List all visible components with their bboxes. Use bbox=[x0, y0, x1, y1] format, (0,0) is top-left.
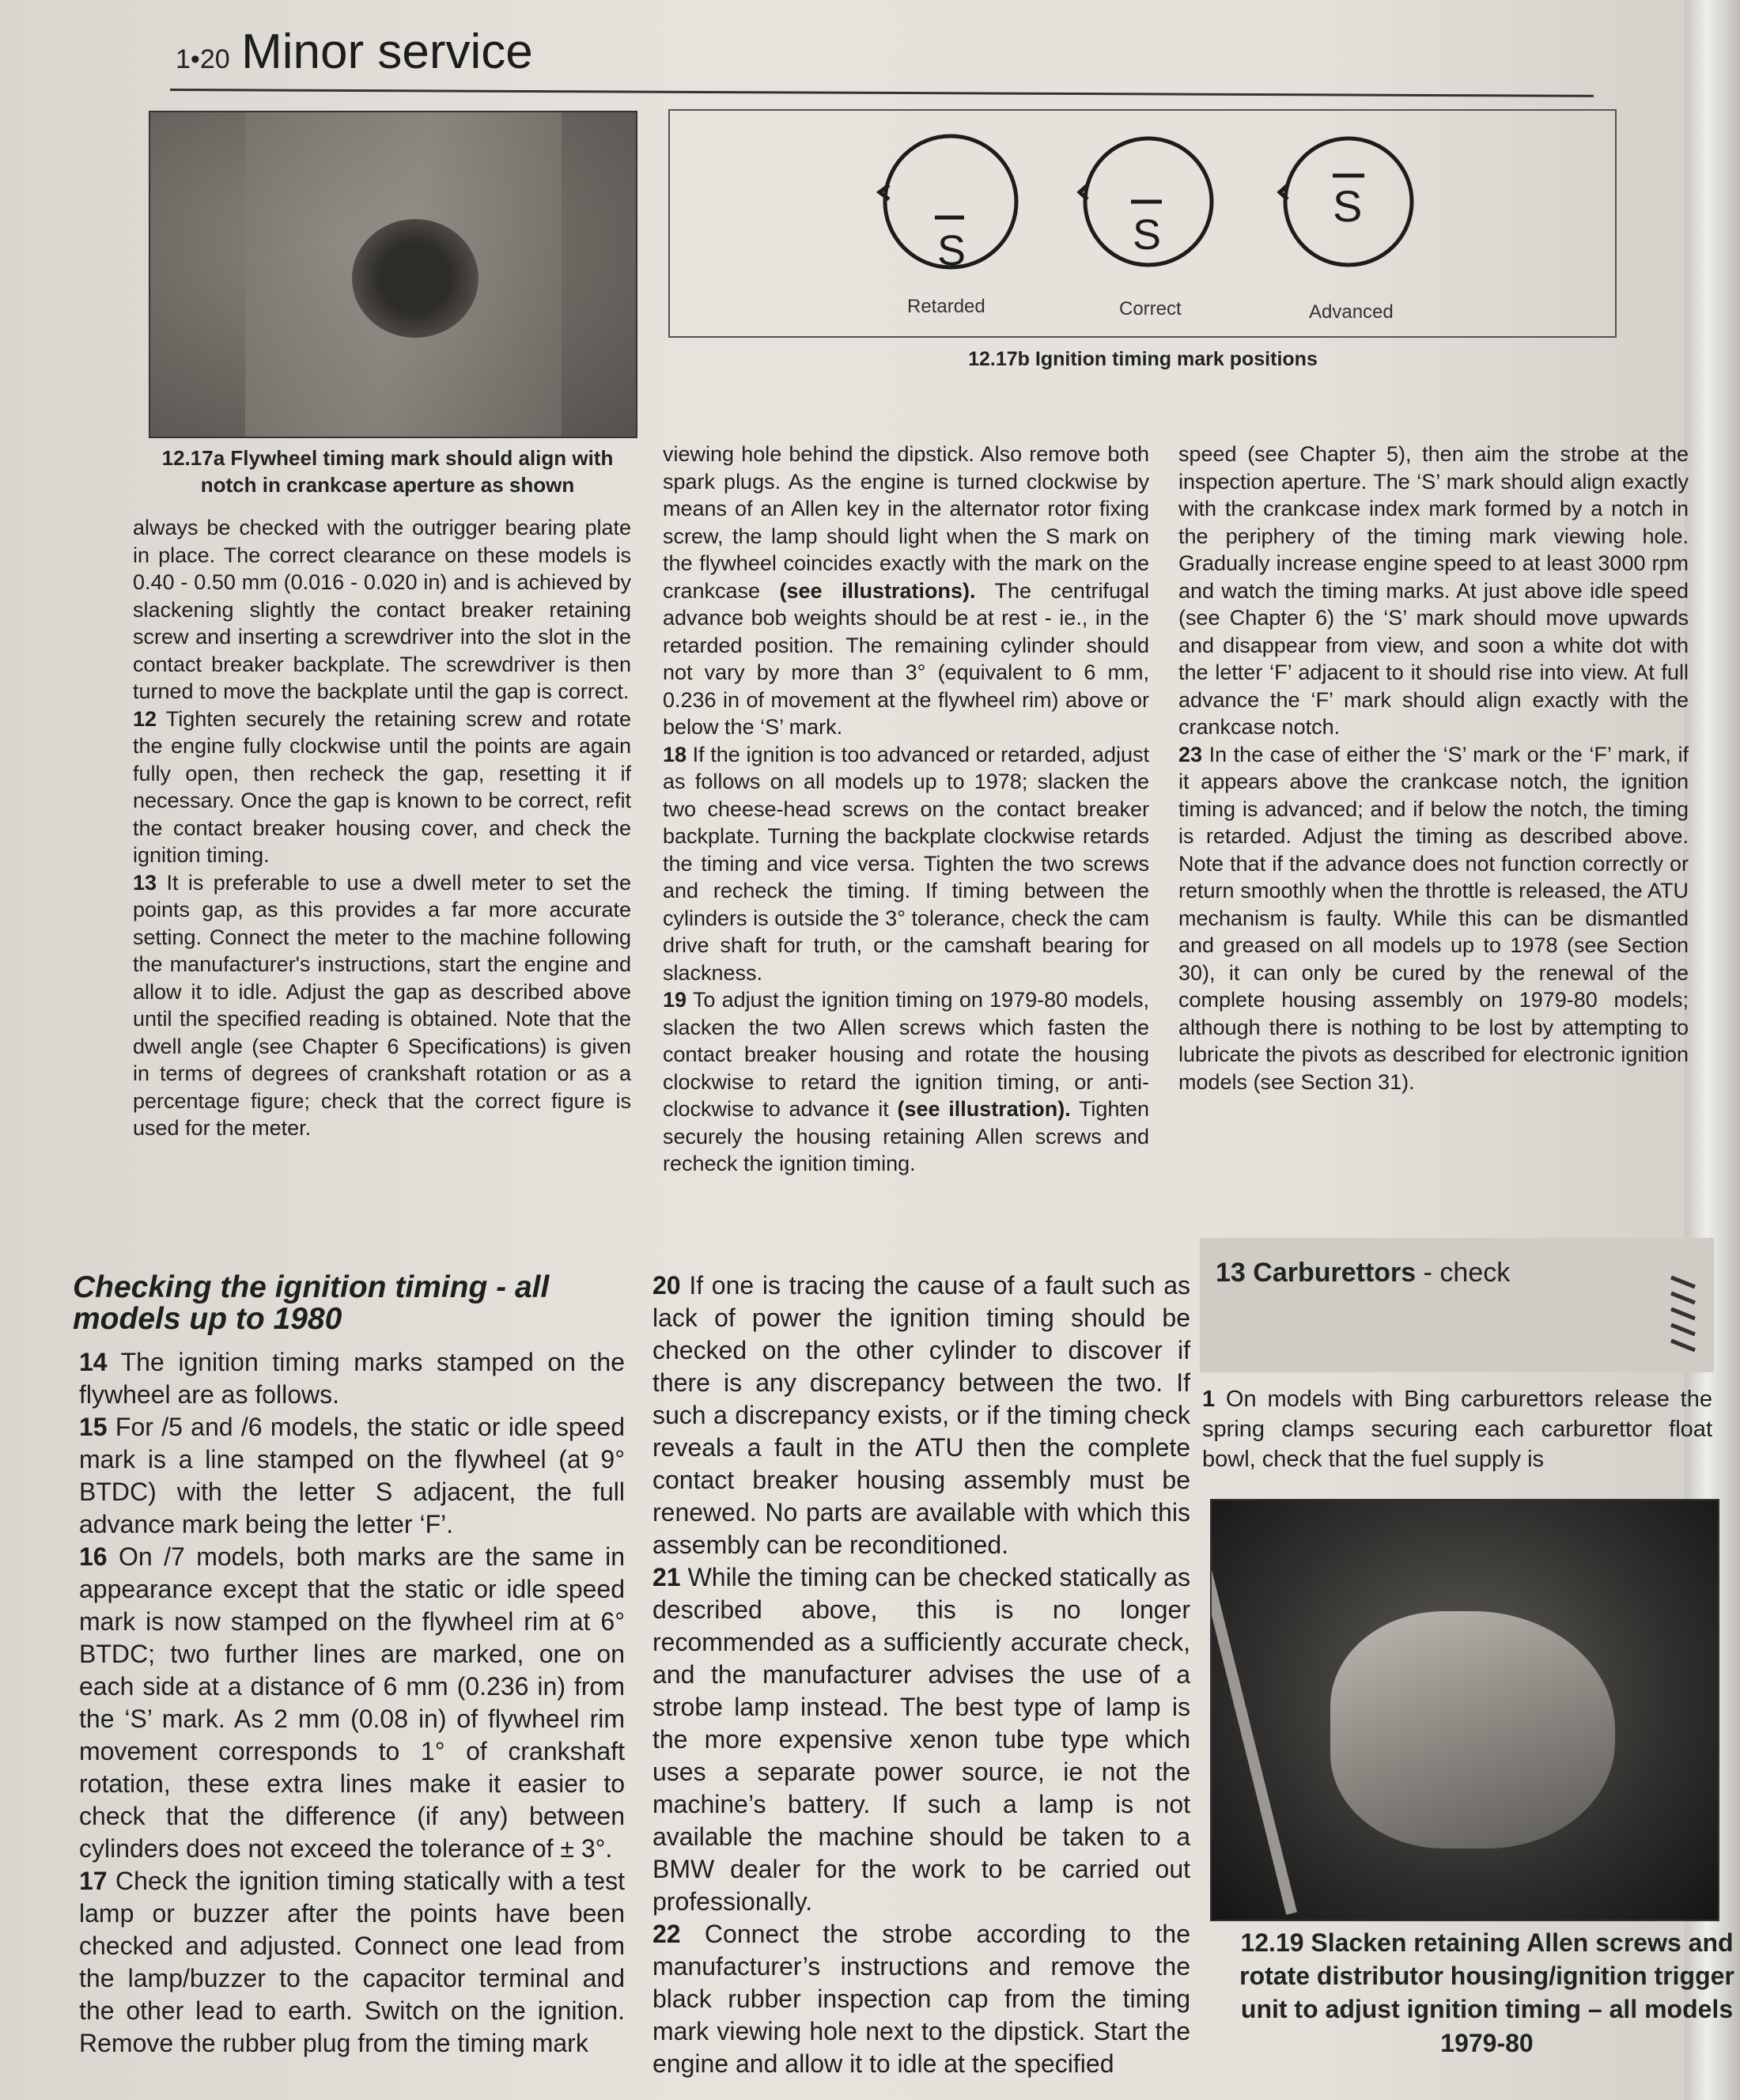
paragraph-20: 20 If one is tracing the cause of a fault such as lack of power the ignition timing should be checked on the other cylinder to discover if there is any discrepancy between the two. If such a discrepancy exists, or if the timing check reveals a fault in the ATU then the complete contact breaker housing assembly must be renewed. No parts are available with which this assembly can be reconditioned. bbox=[652, 1271, 1191, 1559]
page-header bbox=[176, 24, 533, 80]
paragraph-18: 18 If the ignition is too advanced or retarded, adjust as follows on all models up to 1978; slacken the two cheese-head screws on the contact breaker backplate. Turning the backplate clockwise retards the timing and vice versa. Tighten the two screws and recheck the timing. If timing between the cylinders is outside the 3° tolerance, check the cam drive shaft for truth, or the camshaft bearing for slackness. bbox=[663, 742, 1149, 985]
paragraph-22: 22 Connect the strobe according to the manufacturer’s instructions and remove the black rubber inspection cap from the timing mark viewing hole next to the dipstick. Start the engine and allow it to idle at the specified bbox=[652, 1920, 1190, 2078]
paragraph-15: 15 For /5 and /6 models, the static or idle speed mark is a line stamped on the flywheel (at 9° BTDC) with the letter S adjacent, the full advance mark being the letter ‘F’. bbox=[79, 1413, 625, 1538]
mark-correct bbox=[1080, 138, 1212, 265]
column-2-top bbox=[663, 441, 1149, 1178]
paragraph-21: 21 While the timing can be checked statically as described above, this is no longer recommended as a sufficiently accurate check, and the manufacturer advises the use of a strobe lamp instead. The best type of lamp is the more expensive xenon tube type which uses a separate power source, ie not the machine’s battery. If such a lamp is not available the machine should be taken to a BMW dealer for the work to be carried out professionally. bbox=[652, 1563, 1191, 1916]
section-heading: Checking the ignition timing - all models up to 1980 bbox=[73, 1270, 550, 1336]
column-3-top bbox=[1178, 441, 1689, 1095]
timing-mark-diagram bbox=[668, 109, 1617, 338]
column-2-bottom bbox=[652, 1269, 1190, 2080]
header-rule bbox=[170, 89, 1594, 97]
paragraph-continued: always be checked with the outrigger bearing plate in place. The correct clearance on these models is 0.40 - 0.50 mm (0.016 - 0.020 in) and is achieved by slackening slightly the contact breaker retaining screw and inserting a screwdriver into the slot in the contact breaker backplate. The screwdriver is then turned to move the backplate until the gap is correct. bbox=[133, 516, 631, 703]
mark-retarded bbox=[879, 136, 1016, 274]
paragraph-17-continued: viewing hole behind the dipstick. Also remove both spark plugs. As the engine is turned clockwise by means of an Allen key in the alternator rotor fixing screw, the lamp should light when the S mark on the flywheel coincides exactly with the mark on the crankcase (see illustrations). The centrifugal advance bob weights should be at rest - ie., in the retarded position. The remaining cylinder should not vary by more than 3° (equivalent to 6 mm, 0.236 in of movement at the flywheel rim) above or below the ‘S’ mark. bbox=[663, 442, 1149, 739]
figure-12-17a-caption: 12.17a Flywheel timing mark should align with notch in crankcase aperture as shown bbox=[161, 446, 614, 498]
svg-text:S: S bbox=[1133, 211, 1162, 259]
label-advanced: Advanced bbox=[1309, 301, 1394, 323]
paragraph-22-continued: speed (see Chapter 5), then aim the strobe at the inspection aperture. The ‘S’ mark should align exactly with the crankcase index mark formed by a notch in the periphery of the timing mark viewing hole. Gradually increase engine speed to at least 3000 rpm and watch the timing marks. At just above idle speed (see Chapter 6) the ‘S’ mark should move upwards and disappear from view, and soon a white dot with the letter ‘F’ adjacent to it should rise into view. At full advance the ‘F’ mark should align exactly with the crankcase notch. bbox=[1178, 442, 1689, 739]
section-13-title: 13 Carburettors - check bbox=[1216, 1258, 1511, 1288]
svg-text:S: S bbox=[937, 227, 966, 274]
svg-text:S: S bbox=[1333, 181, 1363, 231]
paragraph-23: 23 In the case of either the ‘S’ mark or the ‘F’ mark, if it appears above the crankcase notch, the ignition timing is advanced; and if below the notch, the timing is retarded. Adjust the timing as described above. Note that if the advance does not function correctly or return smoothly when the throttle is released, the ATU mechanism is faulty. While this can be dismantled and greased on all models up to 1978 (see Section 30), it can only be cured by the renewal of the complete housing assembly on 1979-80 models; although there is nothing to be lost by attempting to lubricate the pivots as described for electronic ignition models (see Section 31). bbox=[1178, 742, 1689, 1094]
difficulty-spanner-icon bbox=[1663, 1269, 1703, 1356]
distributor-housing-photo bbox=[1210, 1499, 1719, 1921]
figure-12-19-caption: 12.19 Slacken retaining Allen screws and rotate distributor housing/ignition trigger unit to adjust ignition timing – all models 1979-80 bbox=[1239, 1928, 1734, 2057]
paragraph-12: 12 Tighten securely the retaining screw and rotate the engine fully clockwise until the points are again fully open, then recheck the gap, resetting it if necessary. Once the gap is known to be correct, refit the contact breaker housing cover, and check the ignition timing. bbox=[133, 706, 632, 867]
column-1-top bbox=[133, 514, 631, 1142]
paragraph-14: 14 The ignition timing marks stamped on the flywheel are as follows. bbox=[79, 1348, 625, 1409]
timing-mark-svg bbox=[670, 111, 1615, 336]
paragraph-17: 17 Check the ignition timing statically with a test lamp or buzzer after the points have been checked and adjusted. Connect one lead from the lamp/buzzer to the capacitor terminal and the other lead to earth. Switch on the ignition. Remove the rubber plug from the timing mark bbox=[79, 1867, 626, 2057]
section-13-header bbox=[1200, 1238, 1714, 1372]
label-retarded: Retarded bbox=[907, 296, 985, 317]
column-3-bottom bbox=[1202, 1384, 1712, 1474]
figure-12-17b-caption: 12.17b Ignition timing mark positions bbox=[968, 348, 1318, 370]
page-title: Minor service bbox=[241, 25, 533, 79]
column-1-bottom bbox=[73, 1258, 626, 2060]
carburettor-paragraph-1: 1 On models with Bing carburettors release the spring clamps securing each carburettor float bowl, check that the fuel supply is bbox=[1202, 1387, 1712, 1472]
paragraph-19: 19 To adjust the ignition timing on 1979-80 models, slacken the two Allen screws which fasten the contact breaker housing and rotate the housing clockwise to retard the ignition timing, or anti-clockwise to advance it (see illustration). Tighten securely the housing retaining Allen screws and recheck the ignition timing. bbox=[663, 988, 1149, 1175]
page-number: 1•20 bbox=[176, 44, 230, 74]
mark-advanced bbox=[1280, 138, 1412, 265]
paragraph-16: 16 On /7 models, both marks are the same in appearance except that the static or idle speed mark is now stamped on the flywheel rim at 6° BTDC; two further lines are marked, one on each side at a distance of 6 mm (0.236 in) from the ‘S’ mark. As 2 mm (0.08 in) of flywheel rim movement corresponds to 1° of crankshaft rotation, these extra lines make it easier to check that the difference (if any) between cylinders does not exceed the tolerance of ± 3°. bbox=[79, 1542, 626, 1863]
label-correct: Correct bbox=[1119, 298, 1182, 320]
paragraph-13: 13 It is preferable to use a dwell meter to set the points gap, as this provides a far more accurate setting. Connect the meter to the machine following the manufacturer's instructions, start the engine and allow it to idle. Adjust the gap as described above until the specified reading is obtained. Note that the dwell angle (see Chapter 6 Specifications) is given in terms of degrees of crankshaft rotation or as a percentage figure; check that the correct figure is used for the meter. bbox=[133, 870, 631, 1140]
flywheel-photo bbox=[149, 111, 637, 438]
